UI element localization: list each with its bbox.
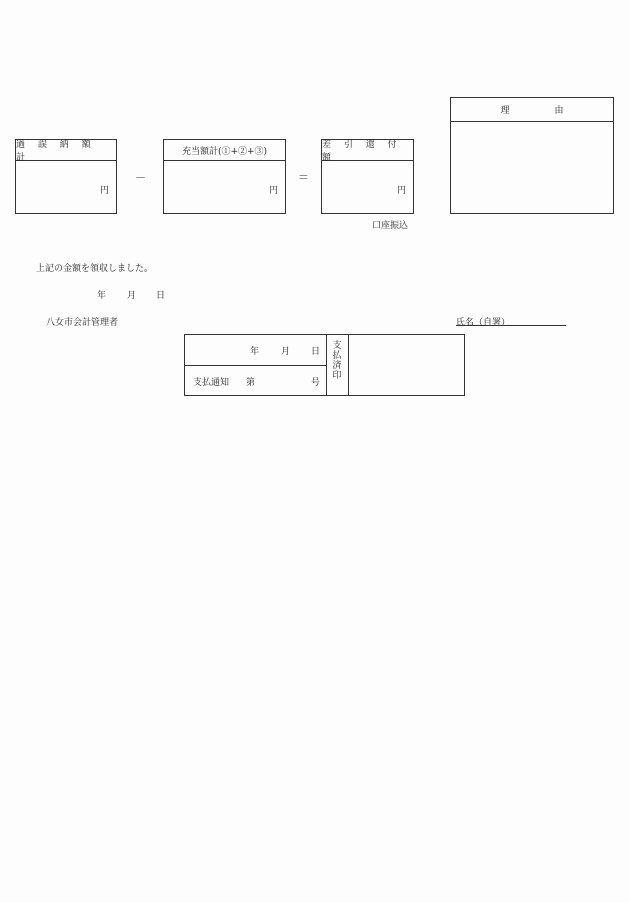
refund-amount-unit: 円 — [396, 186, 406, 196]
transfer-note: 口座振込 — [372, 221, 409, 231]
payment-date-day: 日 — [311, 347, 321, 357]
refund-amount-title: 差 引 還 付 額 — [322, 140, 413, 161]
payment-notice-dai: 第 — [246, 378, 256, 388]
payment-date-month: 月 — [281, 347, 291, 357]
overpaid-total-title: 過 誤 納 額 計 — [16, 140, 116, 161]
reason-title: 理 由 — [451, 98, 613, 122]
overpaid-total-box — [15, 139, 117, 214]
refund-amount-box — [321, 139, 414, 214]
treasurer-label: 八女市会計管理者 — [46, 318, 119, 328]
reason-box — [450, 97, 614, 214]
stamp-divider — [348, 335, 349, 395]
equals-sign: ＝ — [298, 171, 309, 184]
payment-notice-go: 号 — [311, 378, 321, 388]
date-month-label: 月 — [127, 291, 137, 301]
applied-total-unit: 円 — [268, 186, 278, 196]
payment-date-year: 年 — [250, 347, 260, 357]
payment-box-row-divider — [185, 365, 326, 366]
stamp-char: 印 — [332, 371, 342, 381]
signature-underline — [456, 325, 566, 326]
paid-stamp-label — [326, 341, 348, 381]
signature-label: 氏名（自署） — [456, 318, 511, 328]
applied-total-title: 充当額計(①+②+③) — [164, 140, 285, 161]
payment-notice-label: 支払通知 — [193, 378, 230, 388]
applied-total-box — [163, 139, 286, 214]
receipt-statement: 上記の金額を領収しました。 — [36, 264, 154, 274]
stamp-char: 済 — [332, 361, 342, 371]
stamp-char: 払 — [332, 351, 342, 361]
overpaid-total-unit: 円 — [99, 186, 109, 196]
payment-box — [184, 334, 465, 396]
date-day-label: 日 — [156, 291, 166, 301]
stamp-char: 支 — [332, 341, 342, 351]
date-year-label: 年 — [97, 291, 107, 301]
minus-sign: － — [135, 171, 146, 184]
